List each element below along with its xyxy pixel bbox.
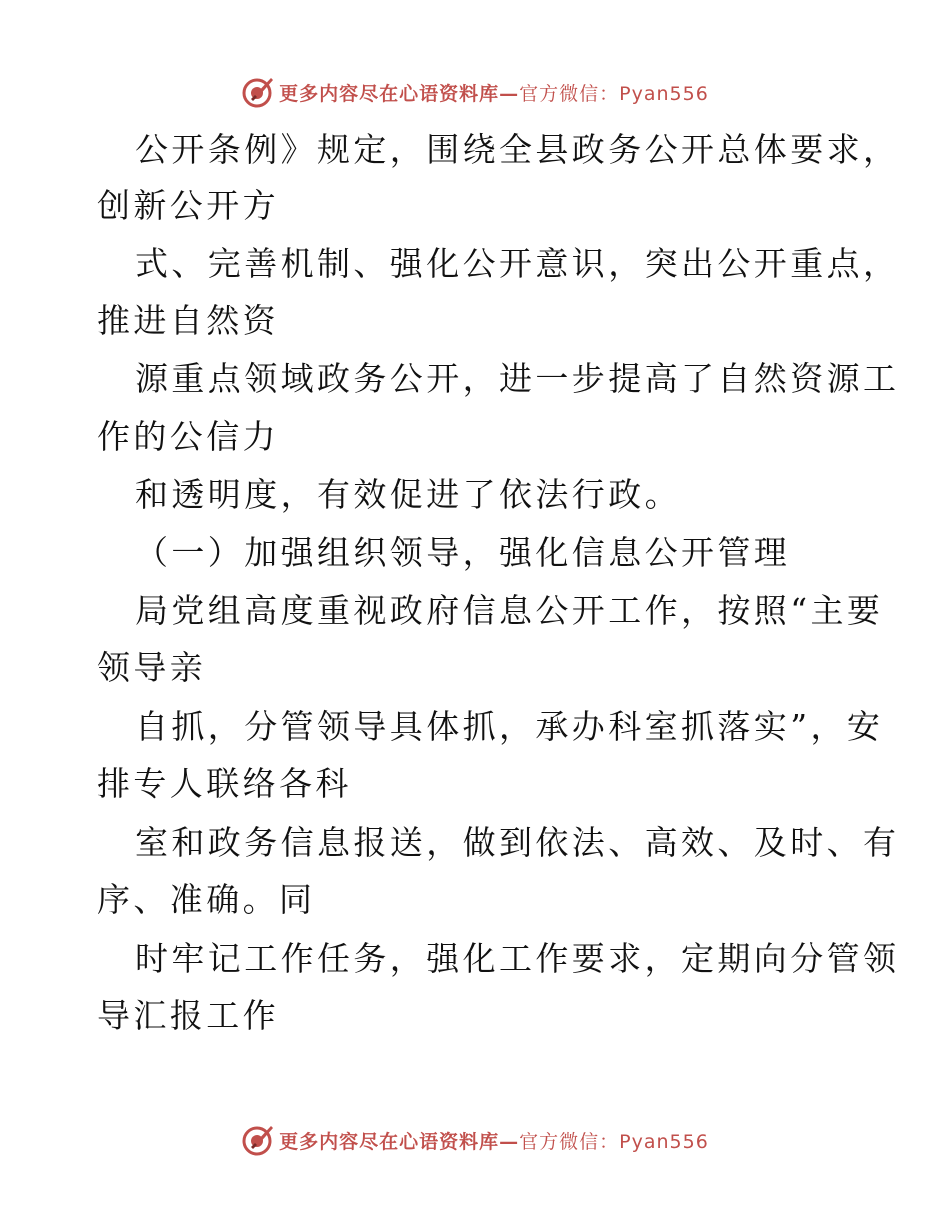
body-line-13: 室和政务信息报送，做到依法、高效、及时、有 xyxy=(135,823,900,862)
watermark-contact: 官方微信：Pyan556 xyxy=(519,1130,709,1153)
body-line-1: 公开条例》规定，围绕全县政务公开总体要求， xyxy=(135,130,900,169)
watermark-text: 更多内容尽在心语资料库— xyxy=(279,82,520,105)
section-heading: （一）加强组织领导，强化信息公开管理 xyxy=(135,533,791,572)
body-line-11: 自抓，分管领导具体抓，承办科室抓落实”，安 xyxy=(135,707,884,746)
body-line-6: 作的公信力 xyxy=(97,417,279,456)
watermark-text: 更多内容尽在心语资料库— xyxy=(279,1130,520,1153)
quill-logo-icon xyxy=(241,1123,275,1157)
body-line-2: 创新公开方 xyxy=(97,186,279,225)
body-line-3: 式、完善机制、强化公开意识，突出公开重点， xyxy=(135,244,900,283)
body-line-12: 排专人联络各科 xyxy=(97,764,352,803)
watermark-contact: 官方微信：Pyan556 xyxy=(519,82,709,105)
body-line-5: 源重点领域政务公开，进一步提高了自然资源工 xyxy=(135,359,900,398)
body-line-4: 推进自然资 xyxy=(97,301,279,340)
body-line-16: 导汇报工作 xyxy=(97,996,279,1035)
body-line-15: 时牢记工作任务，强化工作要求，定期向分管领 xyxy=(135,939,900,978)
body-line-10: 领导亲 xyxy=(97,648,207,687)
body-line-7: 和透明度，有效促进了依法行政。 xyxy=(135,475,681,514)
body-line-9: 局党组高度重视政府信息公开工作，按照“主要 xyxy=(135,591,884,630)
body-line-14: 序、准确。同 xyxy=(97,880,316,919)
footer-watermark xyxy=(0,1120,950,1160)
